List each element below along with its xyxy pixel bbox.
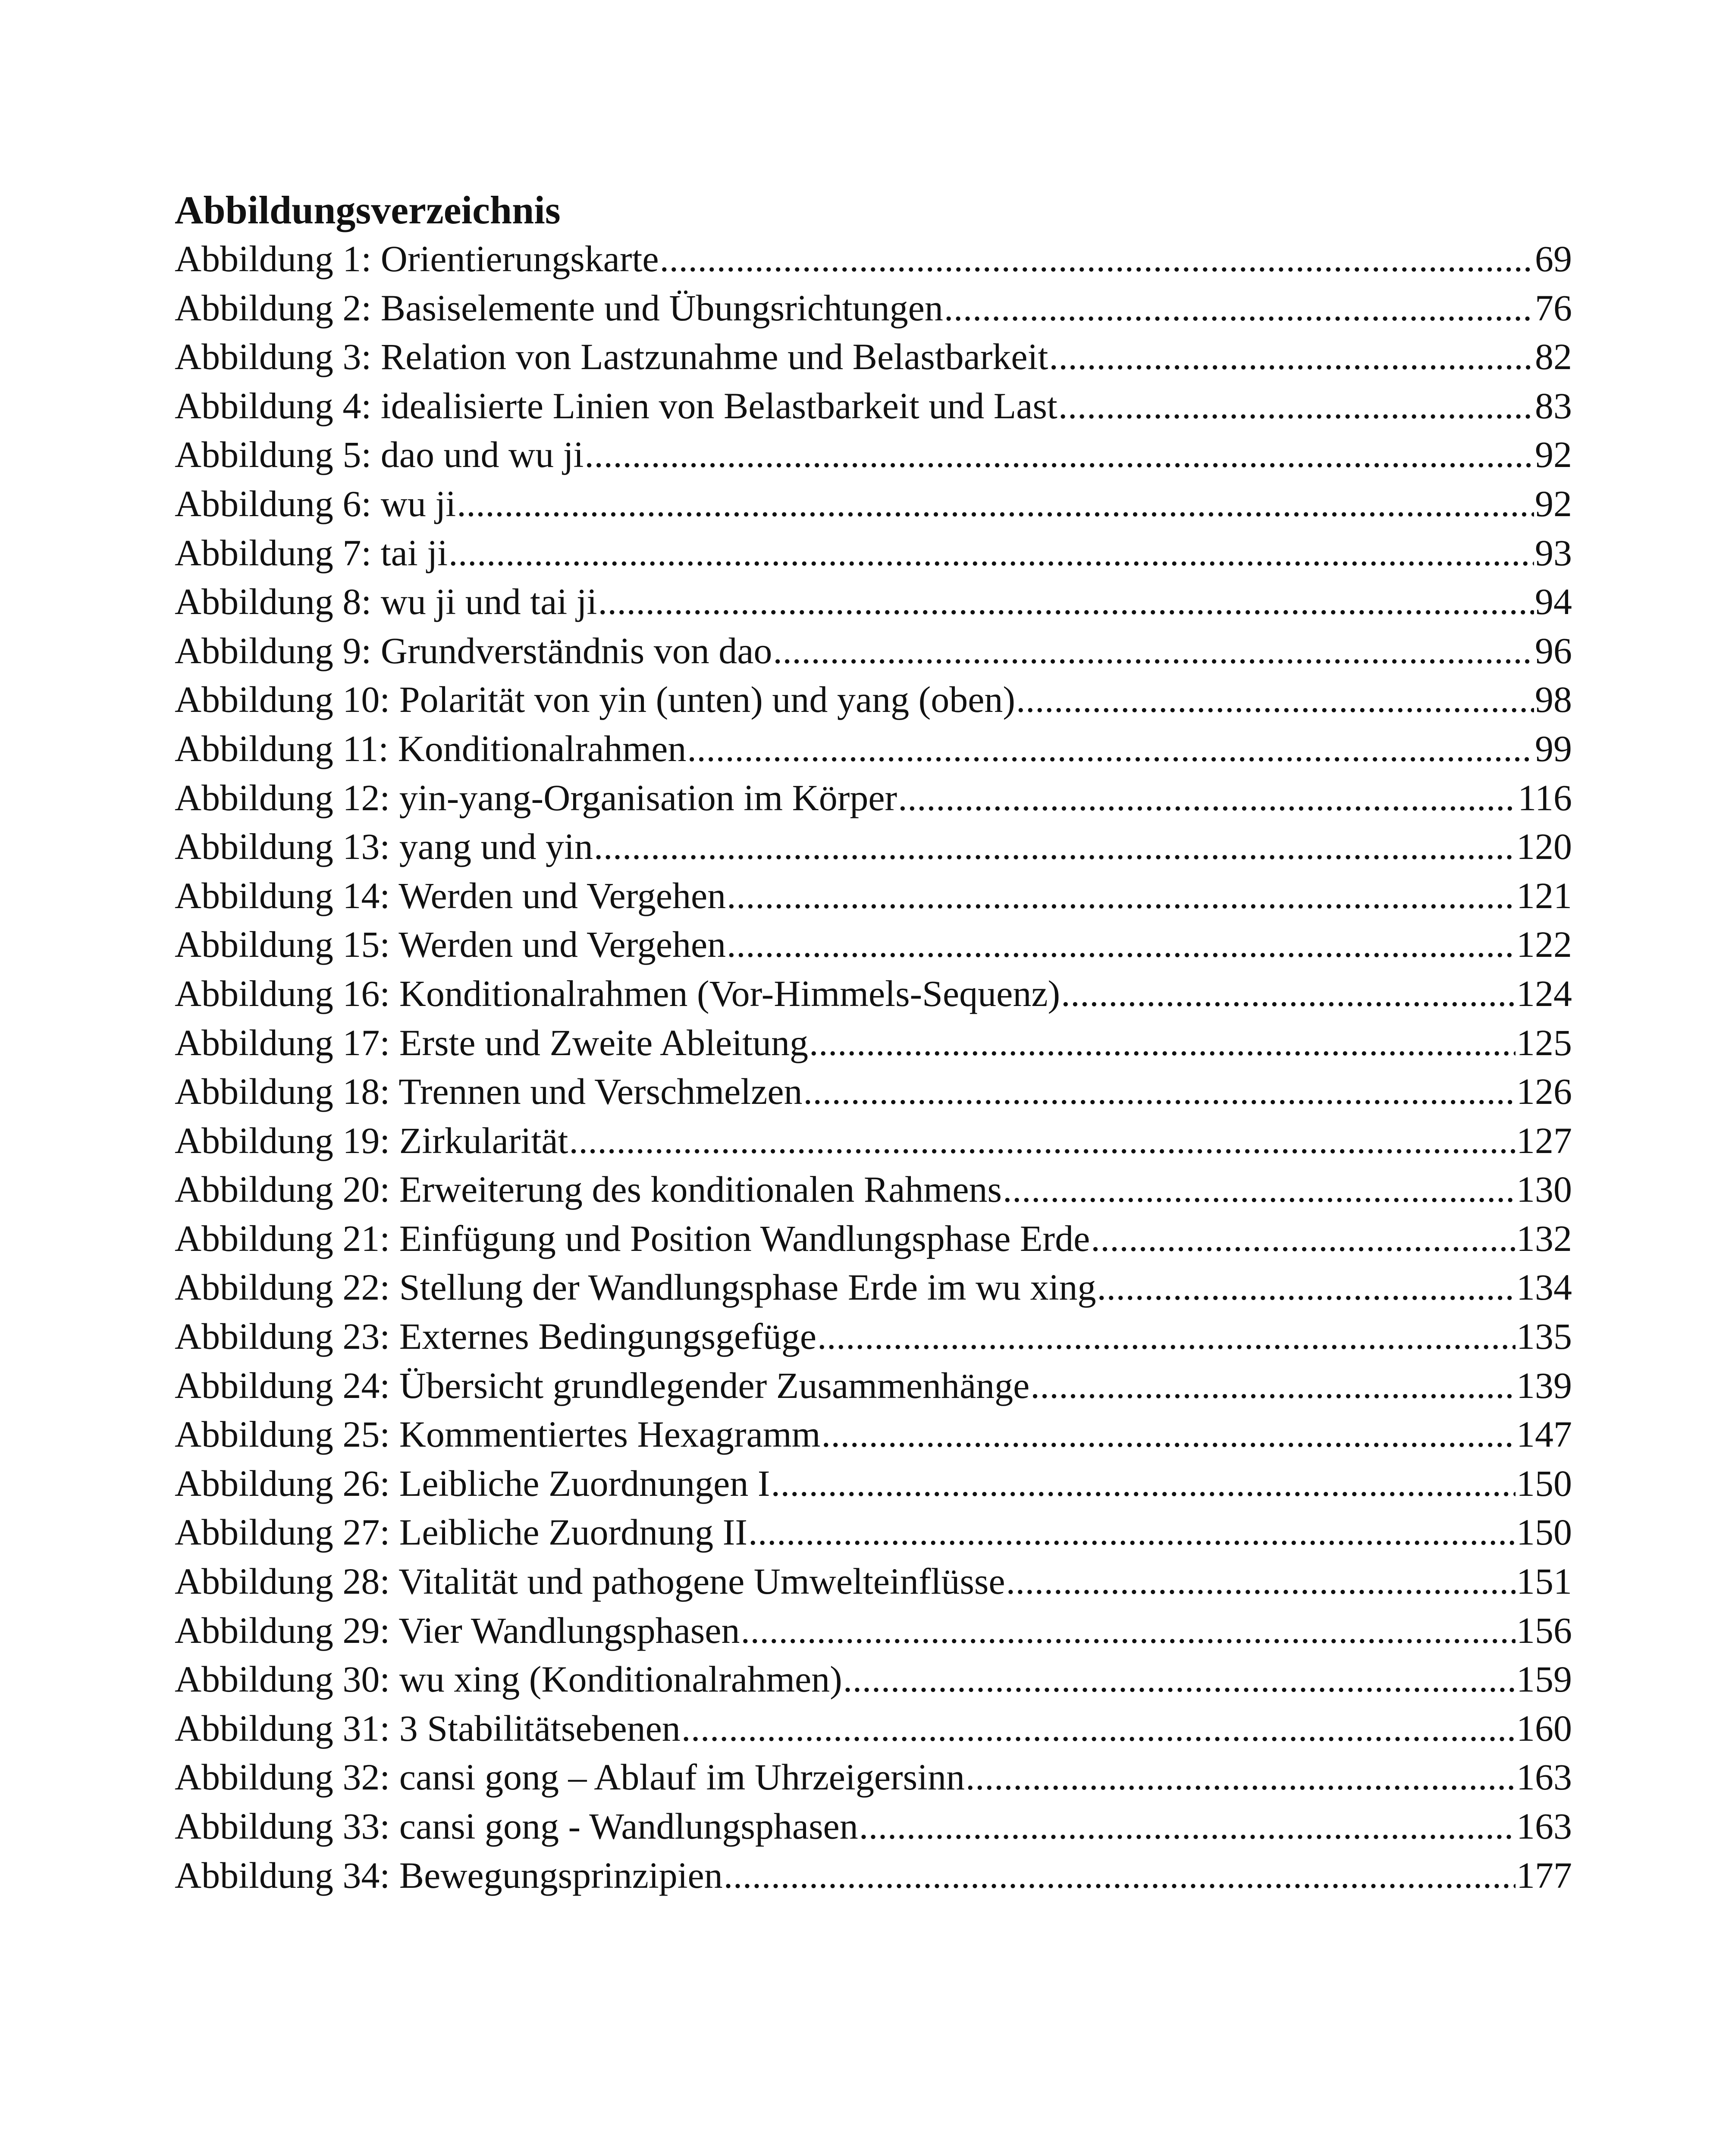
dot-leader <box>809 1018 1516 1068</box>
dot-leader <box>449 529 1534 578</box>
figure-entry-page-number: 82 <box>1535 336 1572 378</box>
figure-entry[interactable] <box>175 1263 1572 1312</box>
figure-entry-label: Abbildung 31: 3 Stabilitätsebenen <box>175 1707 681 1749</box>
figure-entry-page-number: 116 <box>1518 777 1572 818</box>
figure-entry-page-number: 150 <box>1516 1462 1572 1504</box>
dot-leader <box>1091 1214 1516 1263</box>
figure-entry[interactable] <box>175 332 1572 382</box>
figure-entry-page-number: 92 <box>1535 483 1572 524</box>
figure-entry-page-number: 139 <box>1516 1364 1572 1406</box>
figure-entry-page-number: 93 <box>1535 532 1572 573</box>
dot-leader <box>843 1655 1516 1704</box>
dot-leader <box>569 1116 1516 1166</box>
figure-entry[interactable] <box>175 1165 1572 1214</box>
figure-entry-label: Abbildung 17: Erste und Zweite Ableitung <box>175 1022 808 1063</box>
figure-entry-label: Abbildung 10: Polarität von yin (unten) und yang (oben) <box>175 679 1016 721</box>
figure-entry-page-number: 132 <box>1516 1217 1572 1259</box>
figure-entry[interactable] <box>175 774 1572 823</box>
figure-entry-label: Abbildung 23: Externes Bedingungsgefüge <box>175 1316 817 1357</box>
figure-entry-page-number: 99 <box>1535 727 1572 769</box>
figure-entry-label: Abbildung 2: Basiselemente und Übungsrichtungen <box>175 287 943 329</box>
figure-entry[interactable] <box>175 1067 1572 1116</box>
figure-entry[interactable] <box>175 1018 1572 1068</box>
figure-entry-label: Abbildung 21: Einfügung und Position Wandlungsphase Erde <box>175 1217 1090 1259</box>
figure-entry-page-number: 83 <box>1535 385 1572 426</box>
figure-entry-label: Abbildung 8: wu ji und tai ji <box>175 581 597 623</box>
figure-entry-label: Abbildung 9: Grundverständnis von dao <box>175 630 772 671</box>
figure-entry-page-number: 163 <box>1516 1805 1572 1847</box>
dot-leader <box>1016 675 1534 724</box>
dot-leader <box>944 284 1534 333</box>
figure-entry-label: Abbildung 12: yin-yang-Organisation im Körper <box>175 777 897 818</box>
figure-entry[interactable] <box>175 920 1572 969</box>
dot-leader <box>598 577 1534 627</box>
dot-leader <box>740 1606 1516 1655</box>
dot-leader <box>1061 969 1516 1018</box>
figure-entry-page-number: 130 <box>1516 1169 1572 1210</box>
figure-entry-label: Abbildung 18: Trennen und Verschmelzen <box>175 1071 803 1112</box>
figure-entry-page-number: 121 <box>1516 874 1572 916</box>
figure-entry-label: Abbildung 20: Erweiterung des konditionalen Rahmens <box>175 1169 1002 1210</box>
figure-entry[interactable] <box>175 724 1572 774</box>
figure-entry[interactable] <box>175 1802 1572 1851</box>
figure-entry[interactable] <box>175 822 1572 871</box>
figure-entry-label: Abbildung 14: Werden und Vergehen <box>175 874 726 916</box>
figure-entry[interactable] <box>175 430 1572 479</box>
page-title: Abbildungsverzeichnis <box>175 188 561 232</box>
figure-entry-page-number: 120 <box>1516 826 1572 868</box>
figure-entry-page-number: 96 <box>1535 630 1572 671</box>
figure-entry-label: Abbildung 4: idealisierte Linien von Belastbarkeit und Last <box>175 385 1057 426</box>
dot-leader <box>773 627 1534 676</box>
dot-leader <box>898 774 1517 823</box>
figure-entry-page-number: 135 <box>1516 1316 1572 1357</box>
figure-entry-page-number: 159 <box>1516 1658 1572 1700</box>
figure-entry-page-number: 98 <box>1535 679 1572 721</box>
figure-entry-page-number: 134 <box>1516 1266 1572 1308</box>
figure-entry-page-number: 92 <box>1535 434 1572 476</box>
figure-entry-page-number: 76 <box>1535 287 1572 329</box>
figure-entry-label: Abbildung 19: Zirkularität <box>175 1119 568 1161</box>
dot-leader <box>1003 1165 1516 1214</box>
figure-entry-page-number: 160 <box>1516 1707 1572 1749</box>
figure-entry[interactable] <box>175 1508 1572 1557</box>
dot-leader <box>803 1067 1516 1116</box>
figure-entry[interactable] <box>175 1851 1572 1900</box>
figure-entry[interactable] <box>175 969 1572 1018</box>
figure-entry-label: Abbildung 7: tai ji <box>175 532 448 573</box>
dot-leader <box>457 479 1534 529</box>
figure-entry-page-number: 126 <box>1516 1071 1572 1112</box>
dot-leader <box>771 1459 1516 1508</box>
figure-entry-label: Abbildung 6: wu ji <box>175 483 456 524</box>
dot-leader <box>727 871 1516 921</box>
figure-entry[interactable] <box>175 1655 1572 1704</box>
figure-entry[interactable] <box>175 1557 1572 1606</box>
figure-entry-label: Abbildung 26: Leibliche Zuordnungen I <box>175 1462 770 1504</box>
figure-entry[interactable] <box>175 529 1572 578</box>
dot-leader <box>724 1851 1516 1900</box>
figure-entry-label: Abbildung 29: Vier Wandlungsphasen <box>175 1609 740 1651</box>
figure-entry-label: Abbildung 3: Relation von Lastzunahme und Belastbarkeit <box>175 336 1048 378</box>
figure-entry[interactable] <box>175 1704 1572 1753</box>
dot-leader <box>660 235 1534 284</box>
figure-entry-page-number: 151 <box>1516 1561 1572 1602</box>
dot-leader <box>681 1704 1516 1753</box>
figure-entry-label: Abbildung 34: Bewegungsprinzipien <box>175 1854 723 1896</box>
figure-entry-label: Abbildung 30: wu xing (Konditionalrahmen) <box>175 1658 842 1700</box>
figure-entry-label: Abbildung 33: cansi gong - Wandlungsphasen <box>175 1805 858 1847</box>
figure-entry-page-number: 150 <box>1516 1511 1572 1553</box>
dot-leader <box>822 1410 1516 1459</box>
figure-list <box>175 235 1572 1900</box>
dot-leader <box>584 430 1534 479</box>
figure-entry-page-number: 69 <box>1535 238 1572 279</box>
figure-entry-page-number: 156 <box>1516 1609 1572 1651</box>
dot-leader <box>687 724 1534 774</box>
figure-entry-label: Abbildung 11: Konditionalrahmen <box>175 727 687 769</box>
figure-entry[interactable] <box>175 1214 1572 1263</box>
dot-leader <box>1049 332 1534 382</box>
figure-entry[interactable] <box>175 627 1572 676</box>
dot-leader <box>1030 1361 1516 1410</box>
figure-entry-page-number: 125 <box>1516 1022 1572 1063</box>
figure-entry-label: Abbildung 13: yang und yin <box>175 826 593 868</box>
figure-entry[interactable] <box>175 1606 1572 1655</box>
figure-entry-label: Abbildung 27: Leibliche Zuordnung II <box>175 1511 747 1553</box>
dot-leader <box>594 822 1516 871</box>
figure-entry-page-number: 177 <box>1516 1854 1572 1896</box>
figure-entry-label: Abbildung 1: Orientierungskarte <box>175 238 659 279</box>
figure-entry[interactable] <box>175 871 1572 921</box>
figure-entry-page-number: 147 <box>1516 1413 1572 1455</box>
figure-entry-page-number: 122 <box>1516 924 1572 965</box>
figure-entry-label: Abbildung 22: Stellung der Wandlungsphase Erde im wu xing <box>175 1266 1096 1308</box>
dot-leader <box>727 920 1516 969</box>
figure-entry[interactable] <box>175 577 1572 627</box>
figure-entry[interactable] <box>175 1361 1572 1410</box>
figure-entry-label: Abbildung 32: cansi gong – Ablauf im Uhrzeigersinn <box>175 1756 965 1798</box>
figure-entry-page-number: 127 <box>1516 1119 1572 1161</box>
figure-entry-page-number: 124 <box>1516 972 1572 1014</box>
dot-leader <box>966 1753 1516 1802</box>
figure-entry-page-number: 163 <box>1516 1756 1572 1798</box>
figure-entry-label: Abbildung 5: dao und wu ji <box>175 434 584 476</box>
dot-leader <box>748 1508 1516 1557</box>
figure-entry-label: Abbildung 16: Konditionalrahmen (Vor-Himmels-Sequenz) <box>175 972 1061 1014</box>
figure-entry-label: Abbildung 28: Vitalität und pathogene Umwelteinflüsse <box>175 1561 1005 1602</box>
figure-entry[interactable] <box>175 382 1572 431</box>
figure-entry[interactable] <box>175 1459 1572 1508</box>
dot-leader <box>859 1802 1516 1851</box>
figure-entry-page-number: 94 <box>1535 581 1572 623</box>
dot-leader <box>1006 1557 1516 1606</box>
figure-entry[interactable] <box>175 284 1572 333</box>
figure-entry-label: Abbildung 15: Werden und Vergehen <box>175 924 726 965</box>
dot-leader <box>1058 382 1534 431</box>
figure-entry-label: Abbildung 24: Übersicht grundlegender Zusammenhänge <box>175 1364 1030 1406</box>
dot-leader <box>1097 1263 1516 1312</box>
figure-entry[interactable] <box>175 675 1572 724</box>
figure-entry[interactable] <box>175 1312 1572 1361</box>
dot-leader <box>817 1312 1516 1361</box>
figure-entry[interactable] <box>175 479 1572 529</box>
figure-entry[interactable] <box>175 235 1572 284</box>
document-page <box>175 185 1572 1900</box>
figure-entry[interactable] <box>175 1410 1572 1459</box>
figure-entry[interactable] <box>175 1753 1572 1802</box>
figure-entry-label: Abbildung 25: Kommentiertes Hexagramm <box>175 1413 821 1455</box>
figure-entry[interactable] <box>175 1116 1572 1166</box>
